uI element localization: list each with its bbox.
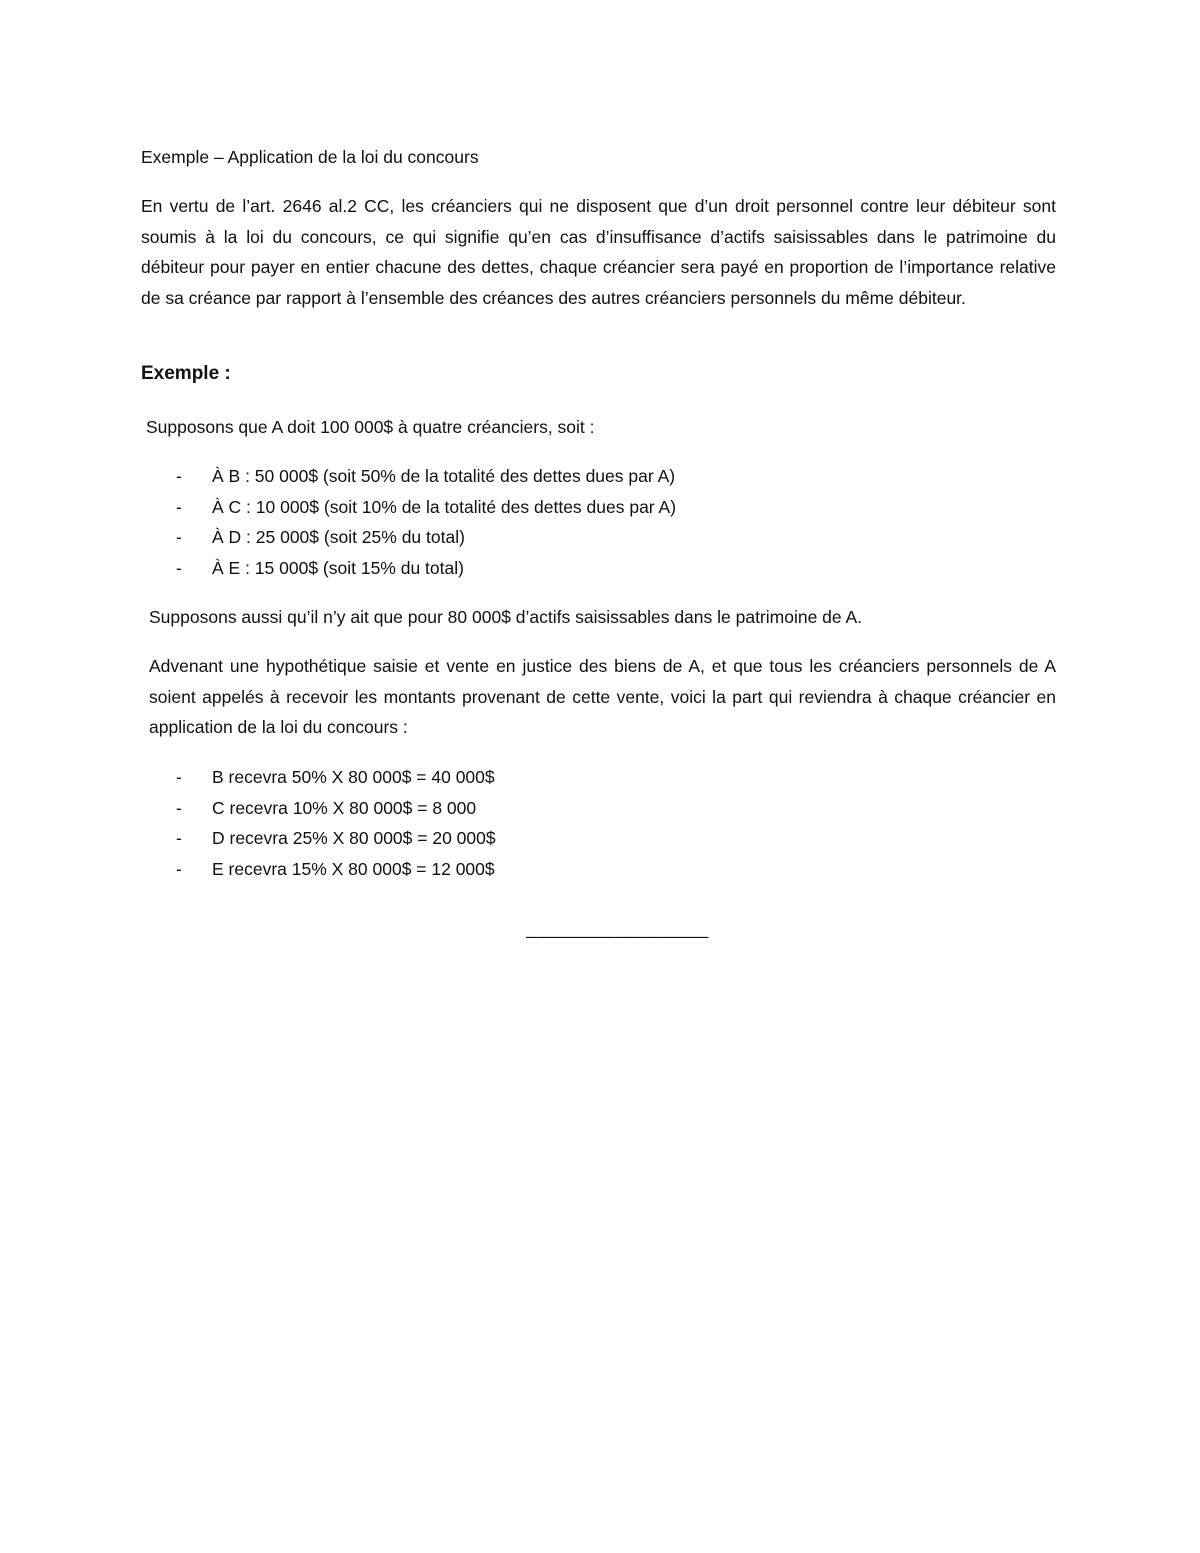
debts-list (176, 461, 676, 583)
list-dash: - (176, 858, 182, 879)
list-item (176, 762, 496, 793)
list-item (176, 553, 676, 584)
list-item-text: C recevra 10% X 80 000$ = 8 000 (212, 797, 477, 818)
list-dash: - (176, 767, 182, 787)
list-dash: - (176, 797, 182, 818)
suppose-assets-text: Supposons aussi qu’il n’y ait que pour 80 000$ d’actifs saisissables dans le patrimoine de A. (149, 607, 863, 627)
example-heading: Exemple : (141, 363, 231, 384)
list-item-text: À B : 50 000$ (soit 50% de la totalité des dettes dues par A) (212, 466, 676, 486)
separator-line: ——————————— (526, 926, 708, 946)
list-item (176, 823, 496, 854)
list-item (176, 522, 676, 553)
list-item-text: À E : 15 000$ (soit 15% du total) (212, 557, 464, 578)
document-title: Exemple – Application de la loi du concours (141, 147, 479, 167)
list-dash: - (176, 527, 182, 547)
advenant-paragraph: Advenant une hypothétique saisie et vente en justice des biens de A, et que tous les créanciers personnels de A soient appelés à recevoir les montants provenant de cette vente, voici la part qui reviendra à chaque créancier en application de la loi du concours : (149, 656, 1056, 737)
list-item (176, 461, 676, 492)
list-item (176, 854, 496, 885)
list-dash: - (176, 466, 182, 486)
list-item-text: B recevra 50% X 80 000$ = 40 000$ (212, 767, 495, 787)
list-dash: - (176, 496, 182, 517)
suppose-debts-text: Supposons que A doit 100 000$ à quatre créanciers, soit : (146, 417, 595, 437)
distributions-list (176, 762, 496, 884)
list-item (176, 793, 496, 824)
list-dash: - (176, 828, 182, 848)
list-item-text: E recevra 15% X 80 000$ = 12 000$ (212, 858, 495, 879)
list-dash: - (176, 557, 182, 578)
intro-paragraph: En vertu de l’art. 2646 al.2 CC, les créanciers qui ne disposent que d’un droit personnel contre leur débiteur sont soumis à la loi du concours, ce qui signifie qu’en cas d’insuffisance d’actifs saisissables dans le patrimoine du débiteur pour payer en entier chacune des dettes, chaque créancier sera payé en proportion de l’importance relative de sa créance par rapport à l’ensemble des créances des autres créanciers personnels du même débiteur. (141, 196, 1056, 308)
list-item (176, 492, 676, 523)
list-item-text: D recevra 25% X 80 000$ = 20 000$ (212, 828, 496, 848)
list-item-text: À C : 10 000$ (soit 10% de la totalité des dettes dues par A) (212, 496, 677, 517)
list-item-text: À D : 25 000$ (soit 25% du total) (212, 527, 465, 547)
